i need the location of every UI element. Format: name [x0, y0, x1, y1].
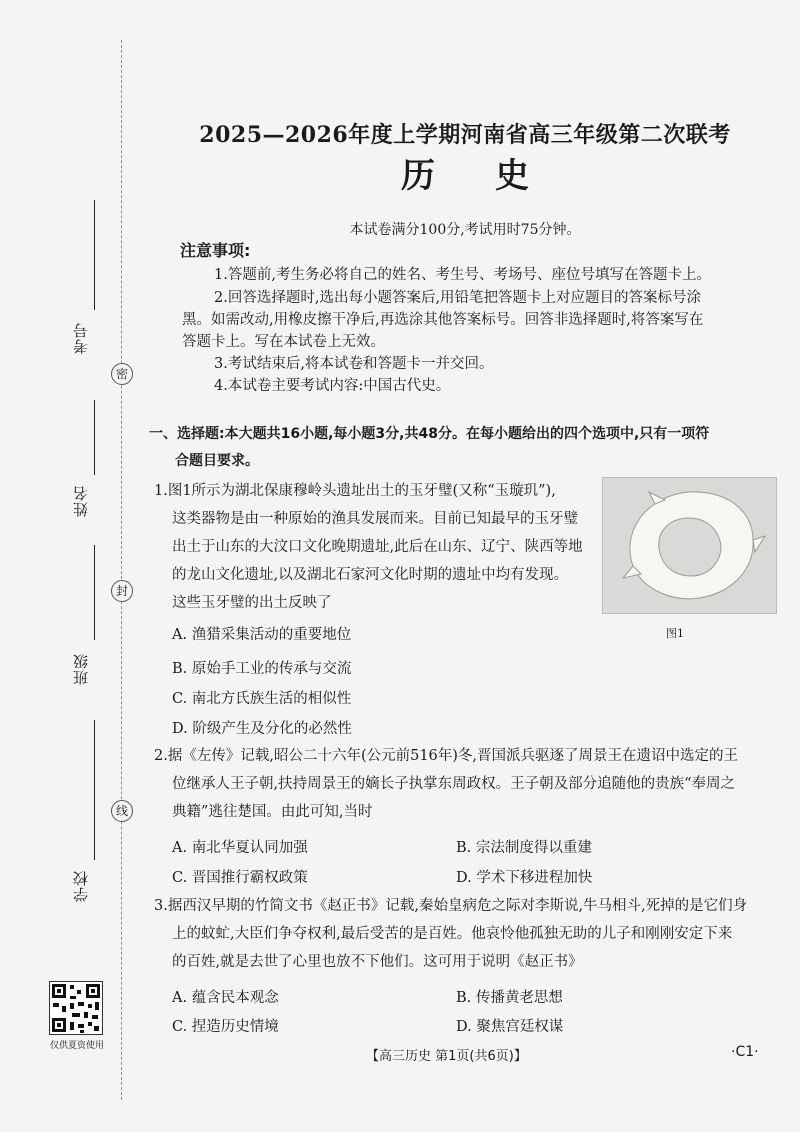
q1-option-d[interactable]: D. 阶级产生及分化的必然性 [172, 721, 352, 737]
q3-option-d[interactable]: D. 聚焦宫廷权谋 [456, 1019, 564, 1035]
seal-xian: 线 [111, 800, 133, 822]
q2-option-c[interactable]: C. 晋国推行霸权政策 [172, 870, 308, 886]
subject-title: 历史 [401, 156, 589, 196]
notice-line: 4.本试卷主要考试内容:中国古代史。 [214, 378, 451, 394]
page-footer: 【高三历史 第1页(共6页)】 [366, 1049, 527, 1064]
q1-stem-line: 1.图1所示为湖北保康穆岭头遗址出土的玉牙璧(又称“玉璇玑”), [154, 483, 556, 499]
q1-stem-line: 出土于山东的大汶口文化晚期遗址,此后在山东、辽宁、陕西等地 [172, 539, 583, 555]
class-field[interactable] [70, 545, 100, 715]
section-header-cont: 合题目要求。 [175, 453, 259, 469]
qr-code-icon [50, 982, 102, 1034]
name-label: 姓名 [72, 485, 90, 517]
notice-line: 3.考试结束后,将本试卷和答题卡一并交回。 [214, 356, 494, 372]
exam-number-line [94, 200, 95, 310]
q1-option-a[interactable]: A. 渔猎采集活动的重要地位 [172, 627, 352, 643]
name-field[interactable] [70, 400, 100, 550]
q2-option-d[interactable]: D. 学术下移进程加快 [456, 870, 593, 886]
q1-option-b[interactable]: B. 原始手工业的传承与交流 [172, 661, 352, 677]
notice-line: 答题卡上。写在本试卷上无效。 [182, 334, 385, 350]
notice-heading: 注意事项: [180, 241, 251, 260]
school-field[interactable] [70, 720, 100, 920]
q1-stem-line: 的龙山文化遗址,以及湖北石家河文化时期的遗址中均有发现。 [172, 567, 569, 583]
q3-option-a[interactable]: A. 蕴含民本观念 [172, 990, 279, 1006]
qr-code[interactable] [49, 981, 103, 1035]
jade-disc-icon [603, 478, 776, 613]
exam-number-label: 考号 [72, 322, 90, 354]
score-line: 本试卷满分100分,考试用时75分钟。 [349, 222, 581, 238]
seal-feng: 封 [111, 580, 133, 602]
q3-stem-line: 的百姓,就是去世了心里也放不下他们。这可用于说明《赵正书》 [172, 954, 583, 970]
q2-stem-line: 位继承人王子朝,扶持周景王的嫡长子执掌东周政权。王子朝及部分追随他的贵族“奉周之 [172, 776, 736, 792]
exam-number-field[interactable] [70, 200, 100, 400]
notice-line: 1.答题前,考生务必将自己的姓名、考生号、考场号、座位号填写在答题卡上。 [214, 267, 711, 283]
school-line [94, 720, 95, 860]
version-code: ·C1· [731, 1044, 759, 1060]
q1-stem-line: 这些玉牙璧的出土反映了 [172, 595, 332, 611]
exam-title: 2025—2026年度上学期河南省高三年级第二次联考 [199, 122, 731, 148]
section-header: 一、选择题:本大题共16小题,每小题3分,共48分。在每小题给出的四个选项中,只有一项符 [149, 426, 710, 442]
q2-option-b[interactable]: B. 宗法制度得以重建 [456, 840, 592, 856]
q3-option-b[interactable]: B. 传播黄老思想 [456, 990, 563, 1006]
figure-1-jade-disc [602, 477, 777, 614]
school-label: 学校 [72, 870, 90, 902]
notice-line: 2.回答选择题时,选出每小题答案后,用铅笔把答题卡上对应题目的答案标号涂 [214, 290, 702, 306]
q3-stem-line: 上的蚊虻,大臣们争夺权利,最后受苦的是百姓。他哀怜他孤独无助的儿子和刚刚安定下来 [172, 926, 733, 942]
q1-stem-line: 这类器物是由一种原始的渔具发展而来。目前已知最早的玉牙璧 [172, 511, 578, 527]
q2-stem-line: 2.据《左传》记载,昭公二十六年(公元前516年)冬,晋国派兵驱逐了周景王在遗诏中选定的王 [154, 748, 739, 764]
figure-1-caption: 图1 [666, 627, 684, 640]
seal-mi: 密 [111, 363, 133, 385]
class-line [94, 545, 95, 640]
q3-option-c[interactable]: C. 捏造历史情境 [172, 1019, 279, 1035]
notice-line: 黑。如需改动,用橡皮擦干净后,再选涂其他答案标号。回答非选择题时,将答案写在 [182, 312, 704, 328]
q2-option-a[interactable]: A. 南北华夏认同加强 [172, 840, 308, 856]
name-line [94, 400, 95, 475]
q3-stem-line: 3.据西汉早期的竹简文书《赵正书》记载,秦始皇病危之际对李斯说,牛马相斗,死掉的是它们身 [154, 898, 748, 914]
qr-note: 仅供夏资使用 [49, 1041, 104, 1051]
class-label: 班级 [72, 653, 90, 685]
binding-dashed-line [121, 40, 122, 1100]
q1-option-c[interactable]: C. 南北方氏族生活的相似性 [172, 691, 352, 707]
q2-stem-line: 典籍”逃往楚国。由此可知,当时 [172, 804, 373, 820]
